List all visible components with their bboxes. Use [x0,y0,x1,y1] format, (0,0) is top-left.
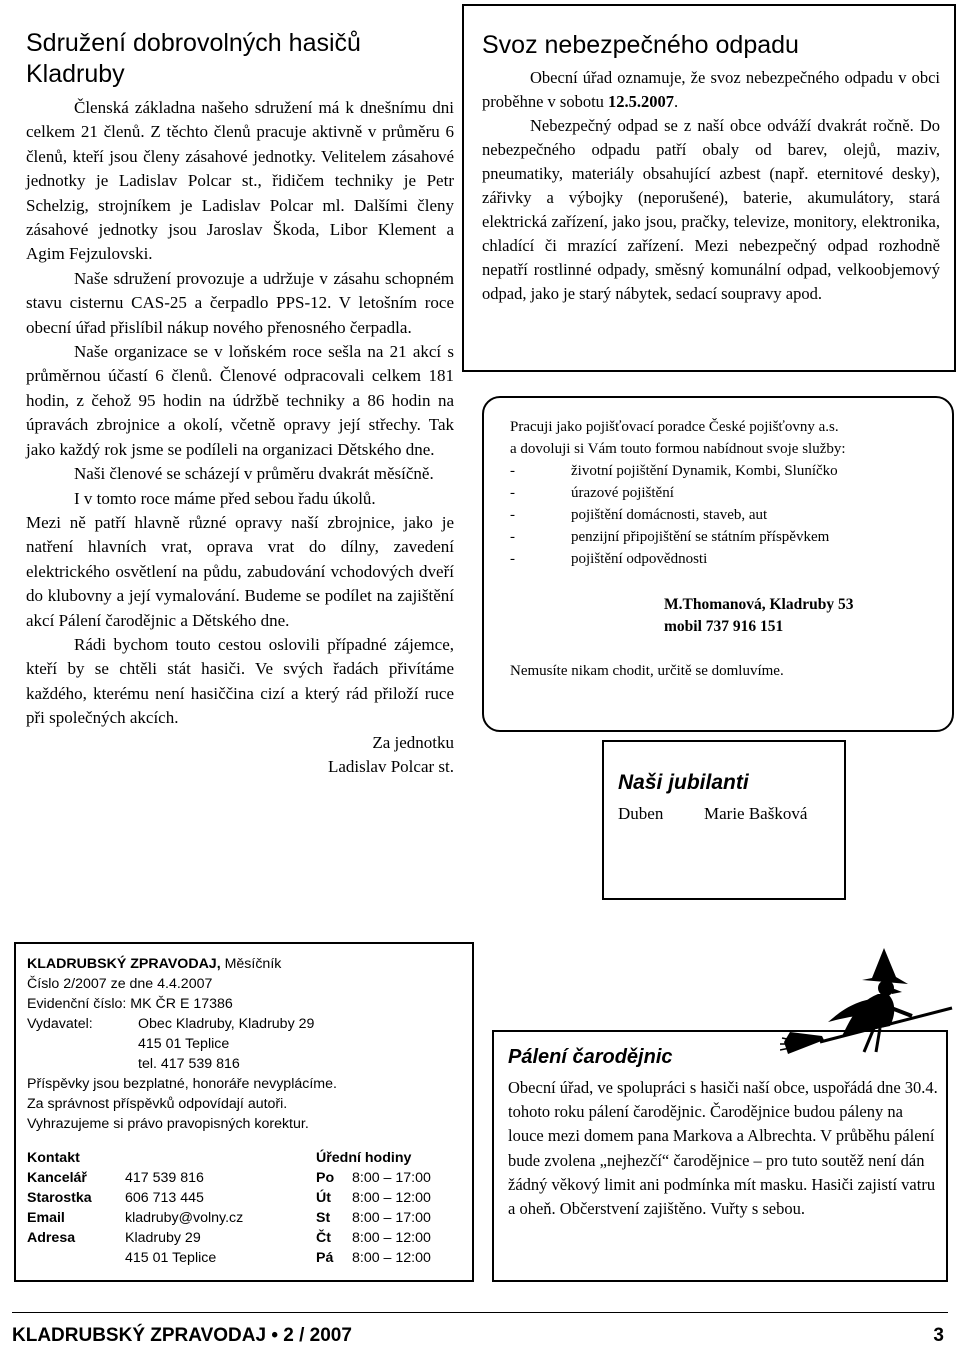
insurance-intro: Pracuji jako pojišťovací poradce České pojišťovny a.s. a dovoluji si Vám touto formou nabídnout svoje služby: [510,419,846,457]
list-item: - pojištění odpovědnosti [510,551,708,567]
hazardous-waste-box [462,4,956,372]
jubilee-box [602,740,846,900]
insurance-services-list [510,460,932,570]
waste-date: 12.5.2007 [608,92,675,111]
list-item: - pojištění domácnosti, staveb, aut [510,507,768,523]
jubilee-month: Duben [618,804,664,823]
article-paragraph: Členská základna našeho sdružení má k dnešnímu dni celkem 21 členů. Z těchto členů pracuje aktivně v průměru 6 členů, kteří jsou členy zásahové jednotky. Velitelem zásahové jednotky je Ladislav Polcar st., řidičem techniky je Petr Schelzig, strojníkem je Ladislav Polcar ml. Dalšími členy zásahové jednotky jsou Jaroslav Škoda, Libor Klement a Agim Fejzulovski. [26,98,454,264]
witch-burning-box [492,1030,948,1282]
article-body [26,96,454,731]
table-row: Email kladruby@volny.cz St 8:00 – 17:00 [27,1210,431,1226]
insurance-advert-box [482,396,954,732]
article-paragraph: Mezi ně patří hlavně různé opravy naší zbrojnice, jako je natření hlavních vrat, oprava vrat do dílny, zavedení elektrického osvětlení na půdu, zabudování vchodových dveří do klubovny a její vymalování. Budeme se podílet na zajištění akcí Pálení čarodějnic a Dětského dne. [26,512,454,630]
article-paragraph: Naše organizace se v loňském roce sešla na 21 akcí s průměrnou účastí 6 členů. Členové odpracovali celkem 181 hodin, z čehož 95 hodin na údržbě techniky a 86 hodin na úpravách zbrojnice a okolí, včetně opravy její střechy. Tak jako každý rok jsme se podíleli na organizaci Dětského dne. [26,342,454,459]
masthead-note: Vyhrazujeme si právo pravopisných korektur. [27,1116,309,1132]
table-row: 415 01 Teplice Pá 8:00 – 12:00 [125,1250,431,1266]
witch-body: Obecní úřad, ve spolupráci s hasiči naší obce, uspořádá dne 30.4. tohoto roku pálení čarodějnic. Čarodějnice budou páleny na louce mezi domem pana Markova a Albrechta. V průběhu pálení bude zvolena „nejhezčí“ čarodějnice – pro tuto soutěž není dán žádný věkový limit ani podmínka mít masku. Hasiči zajistí vatru a oheň. Občerstvení zajištěno. Vuřty s sebou. [508,1078,938,1219]
hours-header: Úřední hodiny [316,1150,412,1166]
masthead-issue: Číslo 2/2007 ze dne 4.4.2007 [27,976,213,992]
article-paragraph: I v tomto roce máme před sebou řadu úkolů. [74,488,376,508]
masthead-title: KLADRUBSKÝ ZPRAVODAJ, Měsíčník [27,956,282,972]
masthead-publisher: Vydavatel: Obec Kladruby, Kladruby 29 [27,1016,315,1032]
table-row: Starostka 606 713 445 Út 8:00 – 12:00 [27,1190,431,1206]
table-row: Adresa Kladruby 29 Čt 8:00 – 12:00 [27,1230,431,1246]
jubilee-title: Naši jubilanti [618,771,749,794]
article-paragraph: Naši členové se scházejí v průměru dvakrát měsíčně. [74,464,434,484]
masthead-note: Příspěvky jsou bezplatné, honoráře nevyplácíme. [27,1076,337,1092]
masthead-box: KLADRUBSKÝ ZPRAVODAJ, Měsíčník Číslo 2/2007 ze dne 4.4.2007 Evidenční číslo: MK ČR E 17386 Vydavatel: Obec Kladruby, Kladruby 29 415 01 Teplice tel. 417 539 816 Příspěvky jsou bezplatné, honoráře nevyplácíme. Za správnost příspěvků odpovídají autoři. Vyhrazujeme si právo pravopisných korektur. Kontakt Úřední hodiny Kancelář 417 539 816 Po 8:00 – 17:00 Starostka 606 713 445 Út 8:00 – 12:00 Email kladruby@volny.cz St 8:00 – 17:00 Adresa Kladruby 29 Čt 8:00 – 12:00 415 01 Teplice Pá 8:00 – 12:00 [14,942,474,1282]
insurance-closing: Nemusíte nikam chodit, určitě se domluvíme. [510,663,784,679]
firefighters-article [26,28,454,779]
waste-body [482,66,940,306]
contacts-header: Kontakt [27,1150,80,1166]
insurance-contact: M.Thomanová, Kladruby 53 mobil 737 916 151 [664,596,854,635]
table-row [27,1148,431,1168]
jubilee-name: Marie Bašková [704,804,808,823]
article-signature: Za jednotku Ladislav Polcar st. [327,732,454,776]
waste-details: Nebezpečný odpad se z naší obce odváží dvakrát ročně. Do nebezpečného odpadu patří obaly od barev, olejů, maziv, pneumatiky, materiály obsahující azbest (např. eternitové desky), zářivky a výbojky (neporušené), baterie, akumulátory, stará elektrická zařízení, jako jsou, pračky, televize, monitory, elektronika, chladící či mrazící zařízení. Mezi nebezpečný odpad rozhodně nepatří rostlinné odpady, směsný komunální odpad, velkoobjemový odpad, jako je starý nábytek, sedací soupravy apod. [482,116,940,303]
footer-title: KLADRUBSKÝ ZPRAVODAJ • 2 / 2007 [12,1325,352,1346]
masthead-registration: Evidenční číslo: MK ČR E 17386 [27,996,233,1012]
table-row: Kancelář 417 539 816 Po 8:00 – 17:00 [27,1170,431,1186]
email-link[interactable]: kladruby@volny.cz [125,1210,244,1226]
masthead-phone: tel. 417 539 816 [138,1056,240,1072]
article-paragraph: Naše sdružení provozuje a udržuje v zásahu schopném stavu cisternu CAS-25 a čerpadlo PPS-12. V letošním roce obecní úřad přislíbil nákup nového přenosného čerpadla. [26,268,454,337]
waste-title: Svoz nebezpečného odpadu [482,31,799,59]
jubilee-row [618,802,844,826]
article-paragraph: Rádi bychom touto cestou oslovili případné zájemce, kteří by se chtěli stát hasiči. Ve svých řadách přivítáme každého, kterému není hasiččina cizí a který rád přiloží ruce při společných akcích. [26,634,454,728]
waste-announcement: Obecní úřad oznamuje, že svoz nebezpečného odpadu v obci proběhne v sobotu 12.5.2007. [482,68,940,111]
contacts-table [27,1148,431,1268]
list-item: - úrazové pojištění [510,485,674,501]
page-number: 3 [933,1325,944,1346]
masthead-note: Za správnost příspěvků odpovídají autoři. [27,1096,288,1112]
article-title: Sdružení dobrovolných hasičů Kladruby [26,29,361,88]
list-item: - životní pojištění Dynamik, Kombi, Sluníčko [510,463,838,479]
witch-title: Pálení čarodějnic [508,1046,673,1068]
page-footer [12,1312,948,1347]
list-item: - penzijní připojištění se státním příspěvkem [510,529,830,545]
